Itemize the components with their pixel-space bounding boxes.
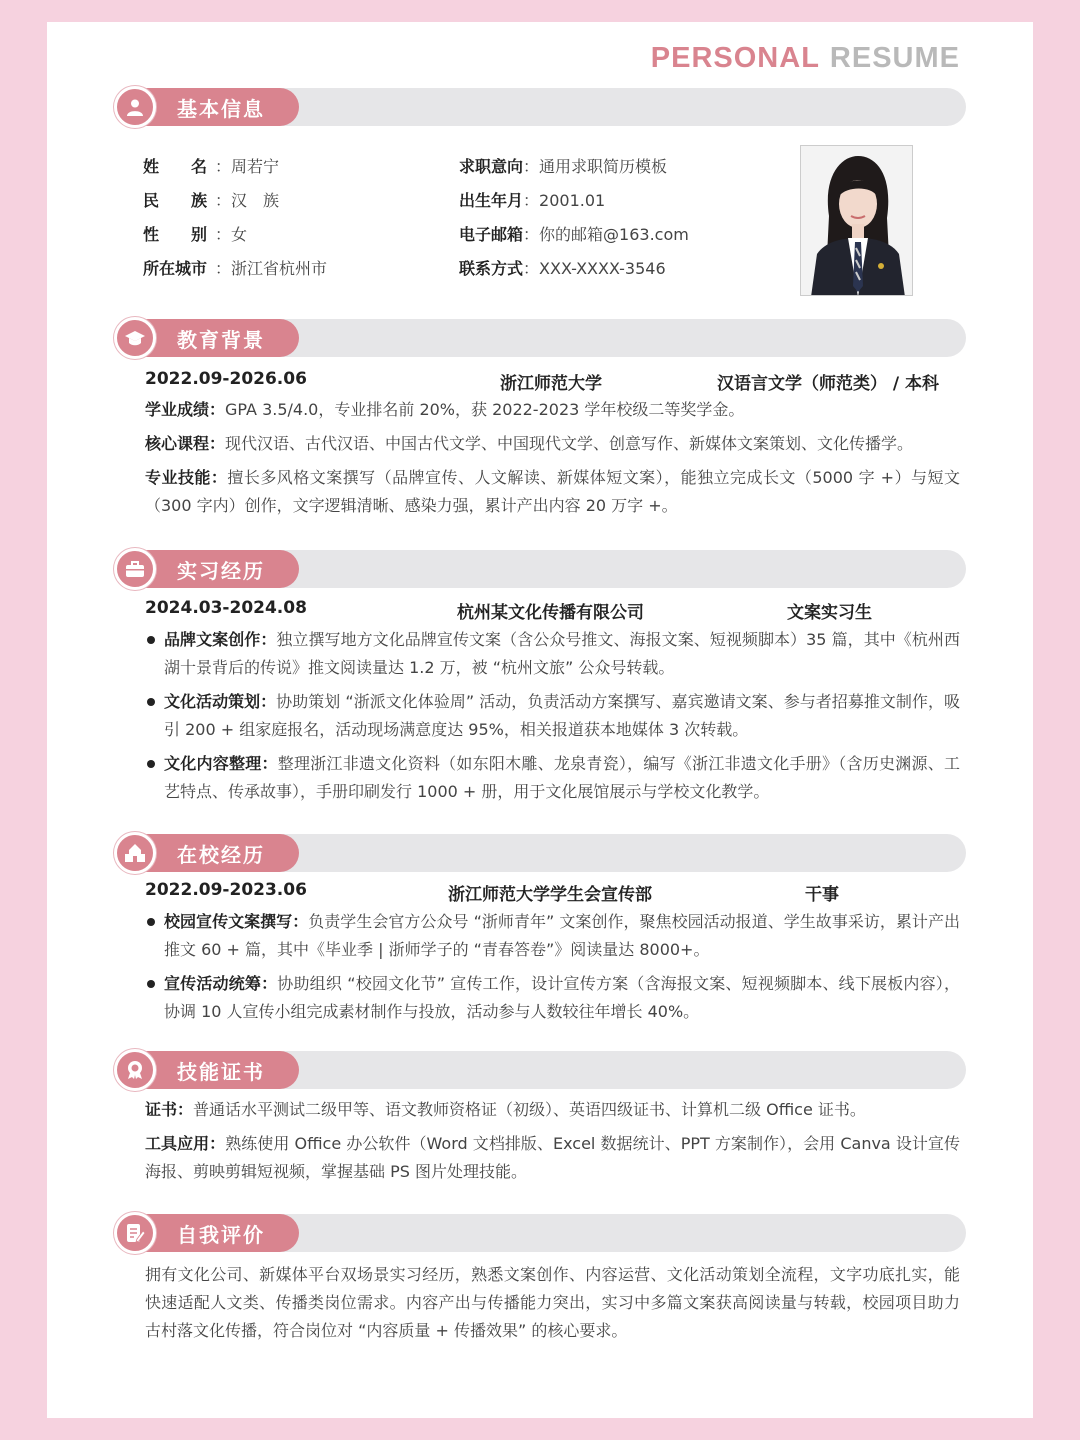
campus-role: 干事 (805, 885, 839, 905)
brand-personal: PERSONAL (650, 42, 820, 74)
internship-item: 品牌文案创作：独立撰写地方文化品牌宣传文案（含公众号推文、海报文案、短视频脚本）35 篇，其中《杭州西湖十景背后的传说》推文阅读量达 1.2 万，被 “杭州文旅” 公众号转载。 (145, 626, 960, 682)
education-courses: 核心课程：现代汉语、古代汉语、中国古代文学、中国现代文学、创意写作、新媒体文案策划、文化传播学。 (145, 434, 914, 453)
education-gpa: 学业成绩：GPA 3.5/4.0，专业排名前 20%，获 2022-2023 学年校级二等奖学金。 (145, 400, 745, 419)
profile-photo (800, 145, 913, 296)
internship-company: 杭州某文化传播有限公司 (457, 603, 644, 623)
education-period: 2022.09-2026.06 (145, 369, 307, 389)
education-major: 汉语言文学（师范类） / 本科 (717, 374, 940, 394)
self-evaluation-text: 拥有文化公司、新媒体平台双场景实习经历，熟悉文案创作、内容运营、文化活动策划全流程，文字功底扎实，能快速适配人文类、传播类岗位需求。内容产出与传播能力突出，实习中多篇文案获高阅读量与转载，校园项目助力古村落文化传播，符合岗位对 “内容质量 + 传播效果” 的核心要求。 (145, 1265, 960, 1340)
section-title-skills: 技能证书 (177, 1060, 265, 1084)
info-name: 姓 名 ：周若宁 (143, 157, 280, 176)
campus-item: 校园宣传文案撰写：负责学生会官方公众号 “浙师青年” 文案创作，聚焦校园活动报道、学生故事采访，累计产出推文 60 + 篇，其中《毕业季 | 浙师学子的 “青春答卷”》阅读量达 8000+。 (145, 908, 960, 964)
campus-org: 浙江师范大学学生会宣传部 (448, 885, 652, 905)
info-city: 所在城市 ：浙江省杭州市 (143, 259, 328, 278)
section-header-education (114, 319, 966, 357)
section-title-self: 自我评价 (177, 1223, 265, 1247)
info-phone: 联系方式：XXX-XXXX-3546 (459, 259, 666, 278)
building-icon (114, 832, 156, 874)
education-school: 浙江师范大学 (500, 374, 602, 394)
graduation-cap-icon (114, 317, 156, 359)
info-email: 电子邮箱：你的邮箱@163.com (459, 225, 689, 244)
award-icon (114, 1049, 156, 1091)
section-header-skills (114, 1051, 966, 1089)
campus-item: 宣传活动统筹：协助组织 “校园文化节” 宣传工作，设计宣传方案（含海报文案、短视频脚本、线下展板内容），协调 10 人宣传小组完成素材制作与投放，活动参与人数较往年增长 40%。 (145, 970, 960, 1026)
internship-item: 文化内容整理：整理浙江非遗文化资料（如东阳木雕、龙泉青瓷），编写《浙江非遗文化手册》（含历史渊源、工艺特点、传承故事），手册印刷发行 1000 + 册，用于文化展馆展示与学校文化教学。 (145, 750, 960, 806)
edit-note-icon (114, 1212, 156, 1254)
skills-certificates: 证书：普通话水平测试二级甲等、语文教师资格证（初级）、英语四级证书、计算机二级 Office 证书。 (145, 1100, 866, 1119)
internship-item: 文化活动策划：协助策划 “浙派文化体验周” 活动，负责活动方案撰写、嘉宾邀请文案、参与者招募推文制作，吸引 200 + 组家庭报名，活动现场满意度达 95%，相关报道获本地媒体 3 次转载。 (145, 688, 960, 744)
section-title-internship: 实习经历 (177, 559, 265, 583)
info-gender: 性 别 ：女 (143, 225, 248, 244)
brand-resume: RESUME (829, 42, 960, 74)
briefcase-icon (114, 548, 156, 590)
info-birth: 出生年月：2001.01 (459, 191, 606, 210)
section-header-internship (114, 550, 966, 588)
skills-tools: 工具应用：熟练使用 Office 办公软件（Word 文档排版、Excel 数据统计、PPT 方案制作），会用 Canva 设计宣传海报、剪映剪辑短视频，掌握基础 PS 图片处理技能。 (145, 1134, 960, 1181)
info-job: 求职意向：通用求职简历模板 (459, 157, 668, 176)
section-title-education: 教育背景 (177, 328, 265, 352)
internship-role: 文案实习生 (787, 603, 872, 623)
section-title-basic: 基本信息 (177, 97, 265, 121)
internship-period: 2024.03-2024.08 (145, 598, 307, 618)
info-ethnic: 民 族 ：汉 族 (143, 191, 280, 210)
user-icon (114, 86, 156, 128)
section-header-campus (114, 834, 966, 872)
campus-period: 2022.09-2023.06 (145, 880, 307, 900)
section-title-campus: 在校经历 (177, 843, 265, 867)
section-header-self (114, 1214, 966, 1252)
resume-brand (651, 42, 960, 75)
education-skills: 专业技能：擅长多风格文案撰写（品牌宣传、人文解读、新媒体短文案），能独立完成长文（5000 字 +）与短文（300 字内）创作，文字逻辑清晰、感染力强，累计产出内容 20 万字 +。 (145, 468, 960, 515)
section-header-basic (114, 88, 966, 126)
